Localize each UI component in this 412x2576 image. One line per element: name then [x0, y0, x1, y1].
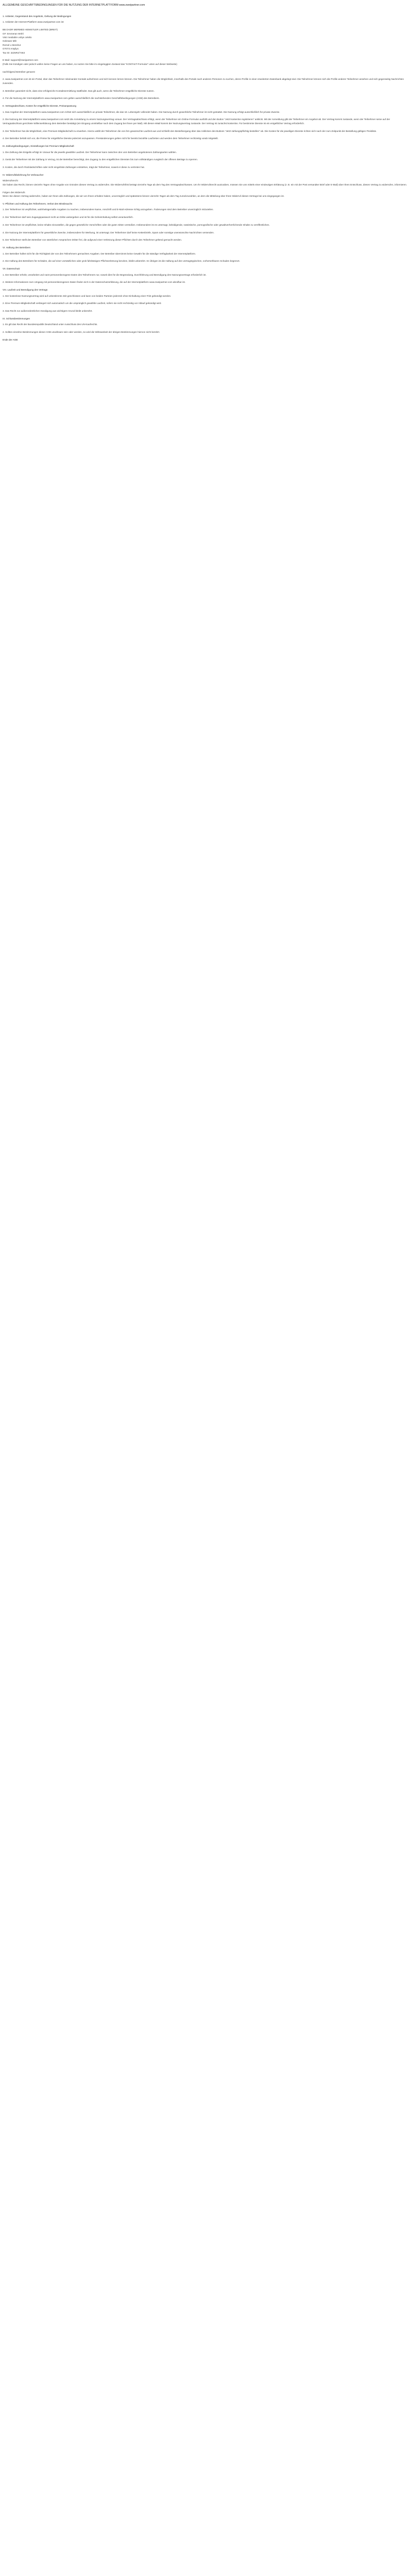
document-sections [3, 14, 409, 334]
section-paragraph: 3. Der Teilnehmer hat die Möglichkeit, eine Premium-Mitgliedschaft zu erwerben. Hierzu wählt der Teilnehmer die von ihm gewünschte Laufzeit aus und schließt den Bestellvorgang über das Anklicken des Buttons "Jetzt zahlungspflichtig bestellen" ab. Die Kosten für die jeweiligen Dienste richten sich nach der zum Zeitpunkt der Bestellung gültigen Preisliste. [3, 129, 377, 132]
document-section [3, 288, 409, 313]
section-paragraph: 3. Betreiber garantiert nicht, dass eine erfolgreiche Kontaktvermittlung stattfindet. Das gilt auch, wenn die Teilnehmer entgeltliche Dienste nutzen. [3, 89, 154, 92]
document-title: ALLGEMEINE GESCHÄFTSBEDINGUNGEN FÜR DIE NUTZUNG DER INTERNETPLATTFORM www.zweipartner.com [3, 4, 145, 7]
section-paragraph: Widerrufsrecht Sie haben das Recht, binnen vierzehn Tagen ohne Angabe von Gründen diesen Vertrag zu widerrufen. Die Widerrufsfrist beträgt vierzehn Tage ab dem Tag des Vertragsabschlusses. Um Ihr Widerrufsrecht auszuüben, müssen Sie uns mittels einer eindeutigen Erklärung (z. B. ein mit der Post versandter Brief oder E-Mail) über Ihren Entschluss, diesen Vertrag zu widerrufen, informieren. [3, 179, 407, 186]
document-end-label: Ende der AGB [3, 338, 18, 342]
document-section [3, 246, 409, 263]
section-paragraph: 1. Der Teilnehmer ist verpflichtet, wahrheitsgemäße Angaben zu machen, insbesondere Name, Anschrift und E-Mail-Adresse richtig anzugeben. Änderungen sind dem Betreiber unverzüglich mitzuteilen. [3, 208, 214, 211]
section-heading: II. Vertragsabschluss, Kosten für entgeltliche Dienste, Preisanpassung [3, 105, 76, 108]
section-heading: IV. Widerrufsbelehrung für Verbraucher [3, 174, 44, 177]
section-paragraph: 2. Die Nutzung der Internetplattform www.zweipartner.com setzt die Anmeldung zu einem Nutzungsvertrag voraus. Der Vertragsabschluss erfolgt, wenn der Teilnehmer ein Online-Formular ausfüllt und den Button "Jetzt kostenlos registrieren" anklickt. Mit der Anmeldung gibt der Teilnehmer ein Angebot ab. Der Vertrag kommt zustande, wenn der Teilnehmer seine auf der Vertragsabschluss gerichtete Willenserklärung dem Betreiber bestätigt (ein Eingang unmittelbar nach dem Zugang bei Ihnen per Mail). Mit dieser eMail kommt der Nutzungsvertrag zustande. Der Vertrag ist zunächst kostenlos. Für bestimmte Dienste ist ein entgeltlicher Vertrag erforderlich. [3, 118, 391, 125]
section-paragraph: 2. Die Haftung des Betreibers für Schäden, die auf einer vorsätzlichen oder grob fahrlässigen Pflichtverletzung beruhen, bleibt unberührt. Im Übrigen ist die Haftung auf den vertragstypischen, vorhersehbaren Schaden begrenzt. [3, 260, 240, 263]
section-paragraph: 2. Sollten einzelne Bestimmungen dieser AGB unwirksam sein oder werden, so wird die Wirksamkeit der übrigen Bestimmungen hiervon nicht berührt. [3, 331, 160, 334]
terms-document [0, 0, 412, 342]
document-section [3, 173, 409, 198]
section-paragraph: 1. Das Angebot der Internetplattform www.zweipartner.com richtet sich ausschließlich an private Teilnehmer, die das 18. Lebensjahr vollendet haben. Die Nutzung durch gewerbliche Teilnehmer ist nicht gestattet. Die Nutzung erfolgt ausschließlich für private Zwecke. [3, 110, 280, 113]
document-section [3, 144, 409, 169]
document-section [3, 202, 409, 242]
document-section [3, 267, 409, 284]
section-paragraph: 1. Die Zahlung des Entgelts erfolgt im Voraus für die jeweils gewählte Laufzeit. Der Teilnehmer kann zwischen den vom Betreiber angebotenen Zahlungsarten wählen. [3, 150, 177, 154]
section-heading: IX. Schlussbestimmungen [3, 317, 30, 320]
section-paragraph: 4. Die Nutzung der Internetplattform für gewerbliche Zwecke, insbesondere für Werbung, ist untersagt. Der Teilnehmer darf keine Kettenbriefe, Spam oder sonstige unerwünschte Nachrichten versenden. [3, 231, 214, 234]
section-paragraph: 3. Kosten, die durch Rücklastschriften oder nicht eingelöste Zahlungen entstehen, trägt der Teilnehmer, soweit er diese zu vertreten hat. [3, 166, 145, 169]
section-paragraph: 2. Eine Premium-Mitgliedschaft verlängert sich automatisch um die ursprünglich gewählte Laufzeit, sofern sie nicht rechtzeitig vor Ablauf gekündigt wird. [3, 302, 162, 305]
section-paragraph: 2. Gerät der Teilnehmer mit der Zahlung in Verzug, ist der Betreiber berechtigt, den Zugang zu den entgeltlichen Diensten bis zum vollständigen Ausgleich der offenen Beträge zu sperren. [3, 158, 198, 161]
section-paragraph: 4. Der Betreiber behält sich vor, die Preise für entgeltliche Dienste jederzeit anzupassen. Preisänderungen gelten nicht für bereits bezahlte Laufzeiten und werden dem Teilnehmer rechtzeitig vorab mitgeteilt. [3, 137, 218, 140]
section-paragraph: 4. Für die Nutzung der Internetplattform www.zweipartner.com gelten ausschließlich die nachstehenden Geschäftsbedingungen (AGB) des Betreibers. [3, 97, 160, 100]
section-paragraph: 1. Der kostenlose Nutzungsvertrag wird auf unbestimmte Zeit geschlossen und kann von beiden Parteien jederzeit ohne Einhaltung einer Frist gekündigt werden. [3, 294, 171, 297]
section-paragraph: 2. Der Teilnehmer darf sein Zugangspasswort nicht an Dritte weitergeben und ist für die Geheimhaltung selbst verantwortlich. [3, 216, 133, 219]
section-paragraph: 5. Der Teilnehmer stellt den Betreiber von sämtlichen Ansprüchen Dritter frei, die aufgrund einer Verletzung dieser Pflichten durch den Teilnehmer geltend gemacht werden. [3, 239, 182, 242]
section-paragraph: 1. Der Betreiber haftet nicht für die Richtigkeit der von den Teilnehmern gemachten Angaben. Der Betreiber übernimmt keine Gewähr für die ständige Verfügbarkeit der Internetplattform. [3, 252, 196, 255]
section-paragraph: nachfolgend Betreiber genannt [3, 70, 35, 73]
section-paragraph: 2. www.zweipartner.com ist ein Portal, über das Teilnehmer miteinander Kontakt aufnehmen und sich kennen lernen können. Die Teilnehmer haben die Möglichkeit, innerhalb des Portals nach anderen Personen zu suchen, deren Profile in einer erweiterten Datenbank abgelegt sind. Die Teilnehmer können sich die Profile anderer Teilnehmer ansehen und sich gegenseitig Nachrichten zusenden. [3, 78, 405, 84]
section-heading: VIII. Laufzeit und Beendigung des Vertrags [3, 289, 48, 292]
document-section [3, 104, 409, 141]
section-paragraph: 1. Es gilt das Recht der Bundesrepublik Deutschland unter Ausschluss des UN-Kaufrechts. [3, 323, 98, 326]
section-paragraph: 3. Der Teilnehmer ist verpflichtet, keine Inhalte einzustellen, die gegen gesetzliche Vorschriften oder die guten Sitten verstoßen. Insbesondere ist es untersagt, beleidigende, rassistische, pornografische oder gewaltverherrlichende Inhalte zu veröffentlichen. [3, 223, 270, 226]
section-paragraph: E-Mail: support@zweipartner.com (Falls Sie Kündigen oder jedoch wollen keine Fragen an uns haben, so nutzen Sie bitte im eingeloggten Zustand das "KONTAKT-Formular" unten auf dieser Webseite) [3, 59, 177, 65]
document-section [3, 317, 409, 334]
section-paragraph: 1. Der Betreiber erhebt, verarbeitet und nutzt personenbezogene Daten des Teilnehmers nur, soweit dies für die Begründung, Durchführung und Beendigung des Nutzungsvertrags erforderlich ist. [3, 273, 207, 276]
section-paragraph: 1. Anbieter der Internet-Plattform www.zweipartner.com ist: [3, 21, 64, 24]
section-heading: 1. Anbieter, Gegenstand des Angebots, Geltung der Bedingungen [3, 15, 72, 18]
section-paragraph: Folgen des Widerrufs Wenn Sie diesen Vertrag widerrufen, haben wir Ihnen alle Zahlungen, die wir von Ihnen erhalten haben, unverzüglich und spätestens binnen vierzehn Tagen ab dem Tag zurückzuzahlen, an dem die Mitteilung über Ihren Widerruf dieses Vertrags bei uns eingegangen ist. [3, 191, 284, 198]
section-paragraph: 2. Weitere Informationen zum Umgang mit personenbezogenen Daten finden sich in der Datenschutzerklärung, die auf der Internetplattform www.zweipartner.com abrufbar ist. [3, 281, 186, 284]
section-heading: V. Pflichten und Haftung des Teilnehmers, Verbot des Missbrauchs [3, 202, 73, 205]
section-paragraph: 3. Das Recht zur außerordentlichen Kündigung aus wichtigem Grund bleibt unberührt. [3, 310, 93, 313]
section-heading: VII. Datenschutz [3, 267, 20, 270]
section-heading: III. Zahlungsbedingungen, Einstellungen bei Premium-Mitgliedschaft [3, 145, 74, 148]
document-section [3, 14, 409, 100]
section-heading: VI. Haftung des Betreibers [3, 246, 30, 249]
section-paragraph: BB DADR MERMED HEIMSTLER LIMITED (BREIT) GF: Emmeran Wöhl Vistr medialtre voltys celelio Gelesam Milt Remel u Merelrut GT073 Antyliys Tax ID: 3225R4/7463 [3, 28, 58, 54]
